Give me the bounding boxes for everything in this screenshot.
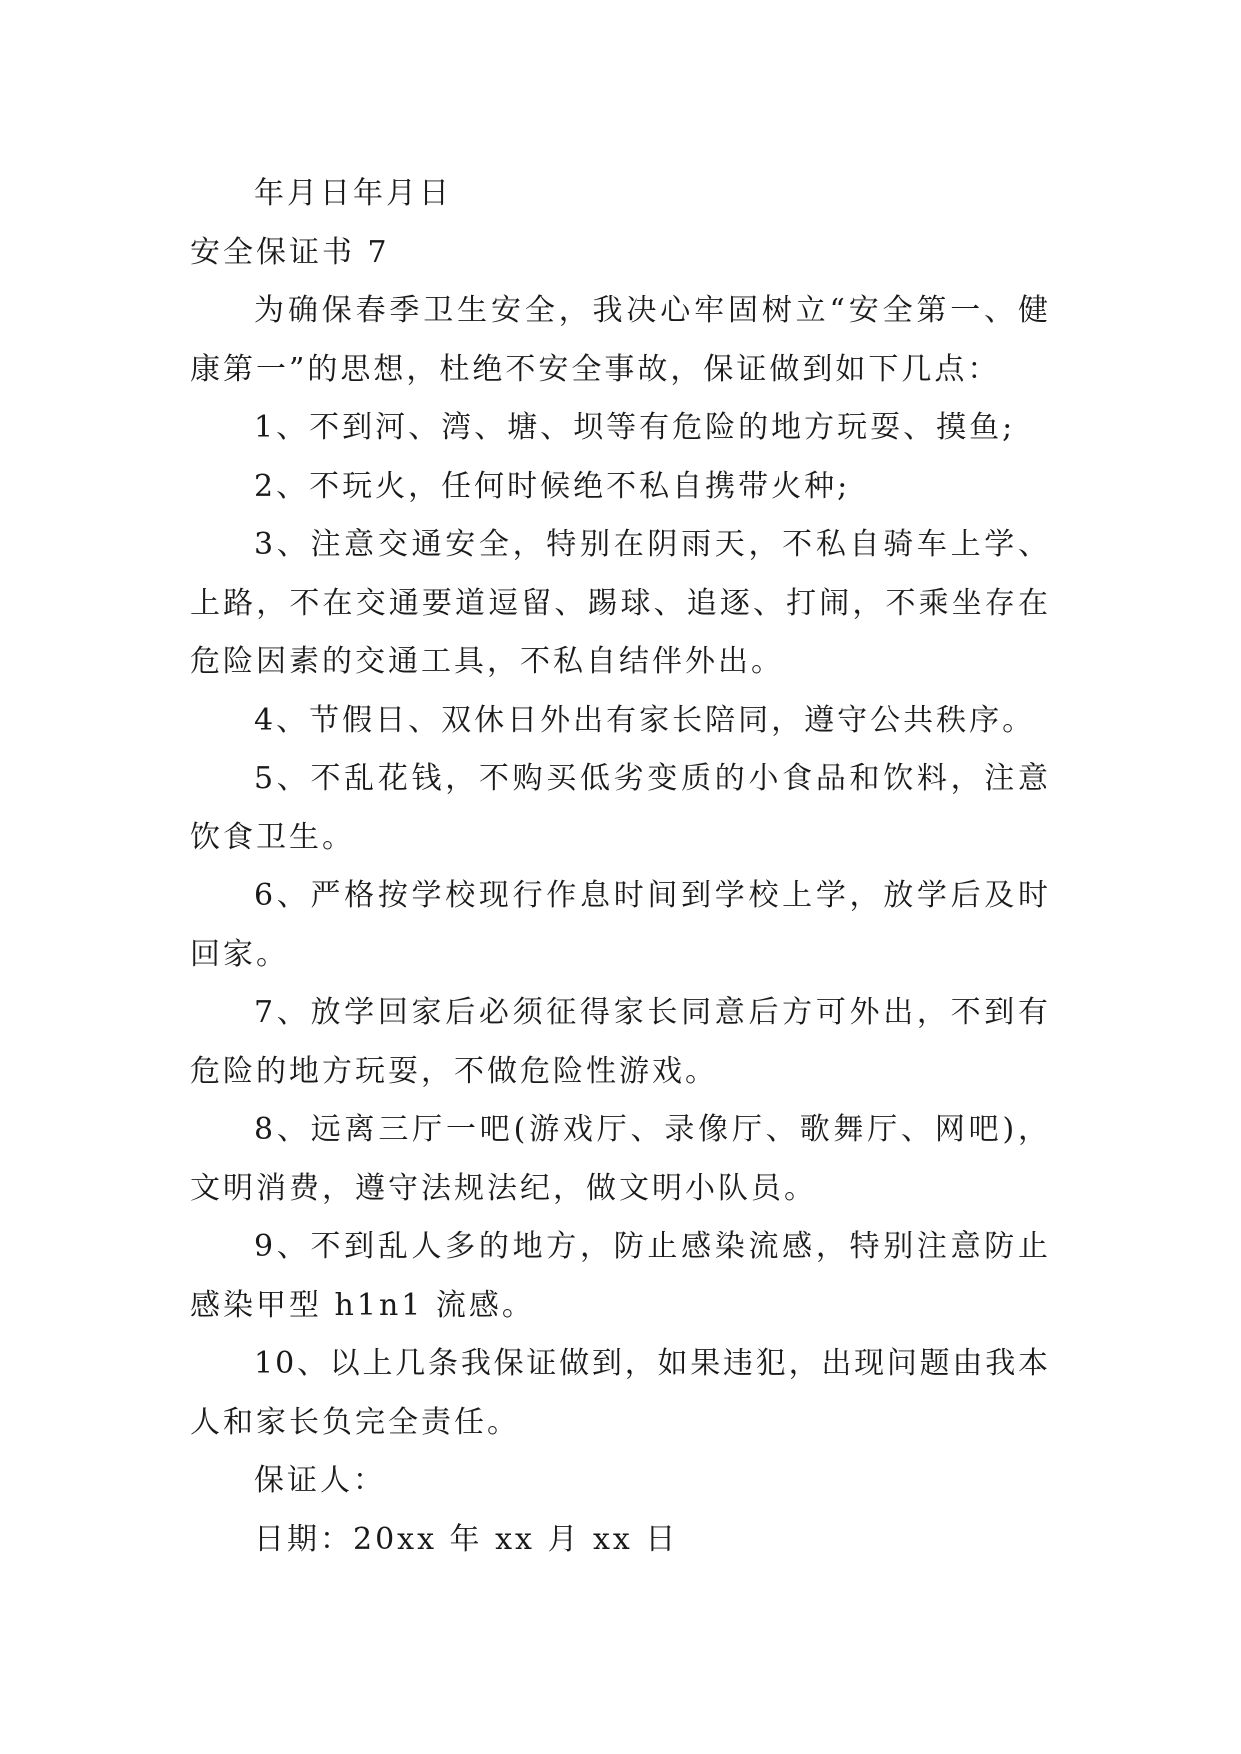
list-item-line: 6、严格按学校现行作息时间到学校上学，放学后及时: [254, 878, 1050, 913]
list-item-line: 回家。: [190, 936, 289, 972]
list-item-line: 7、放学回家后必须征得家长同意后方可外出，不到有: [254, 995, 1050, 1030]
paragraph-line: 为确保春季卫生安全，我决心牢固树立“安全第一、健: [254, 293, 1050, 328]
section-title: 安全保证书 7: [190, 234, 390, 270]
list-item-line: 8、远离三厅一吧(游戏厅、录像厅、歌舞厅、网吧)，: [254, 1112, 1050, 1147]
list-item-line: 人和家长负完全责任。: [190, 1404, 520, 1440]
list-item-line: 饮食卫生。: [190, 819, 355, 855]
date-line: 日期：20xx 年 xx 月 xx 日: [254, 1521, 679, 1557]
list-item-line: 危险因素的交通工具，不私自结伴外出。: [190, 644, 784, 679]
list-item-line: 3、注意交通安全，特别在阴雨天，不私自骑车上学、: [254, 527, 1050, 562]
list-item-line: 5、不乱花钱，不购买低劣变质的小食品和饮料，注意: [254, 761, 1050, 796]
paragraph-line: 康第一”的思想，杜绝不安全事故，保证做到如下几点：: [190, 351, 1001, 387]
document-body: [190, 165, 1050, 1569]
list-item-line: 文明消费，遵守法规法纪，做文明小队员。: [190, 1170, 817, 1206]
date-placeholder-line: 年月日年月日: [254, 176, 452, 211]
list-item-line: 1、不到河、湾、塘、坝等有危险的地方玩耍、摸鱼;: [254, 410, 1016, 445]
list-item-line: 9、不到乱人多的地方，防止感染流感，特别注意防止: [254, 1229, 1050, 1264]
list-item-line: 10、以上几条我保证做到，如果违犯，出现问题由我本: [254, 1346, 1050, 1381]
list-item-line: 感染甲型 h1n1 流感。: [190, 1287, 535, 1323]
list-item-line: 4、节假日、双休日外出有家长陪同，遵守公共秩序。: [254, 702, 1036, 738]
guarantor-label: 保证人：: [254, 1463, 386, 1498]
list-item-line: 危险的地方玩耍，不做危险性游戏。: [190, 1053, 718, 1089]
list-item-line: 上路，不在交通要道逗留、踢球、追逐、打闹，不乘坐存在: [190, 585, 1050, 621]
list-item-line: 2、不玩火，任何时候绝不私自携带火种;: [254, 468, 851, 504]
